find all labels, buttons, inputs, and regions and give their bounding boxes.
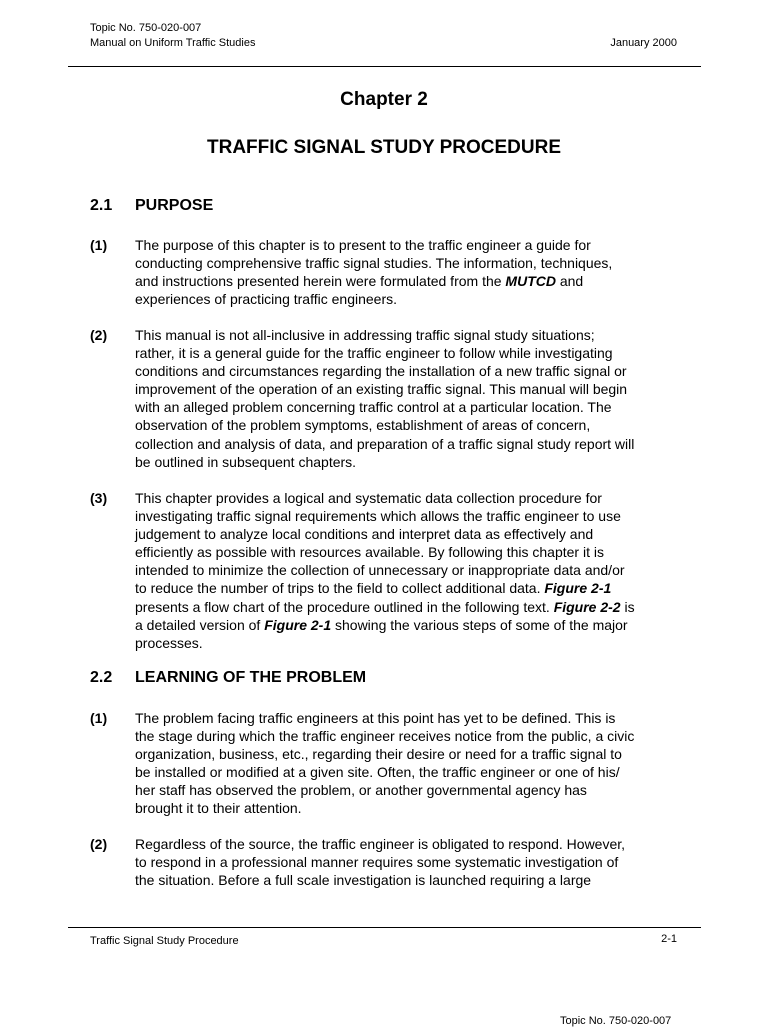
paragraph-number: (2) (90, 836, 108, 852)
chapter-title: TRAFFIC SIGNAL STUDY PROCEDURE (207, 137, 561, 158)
paragraph-number: (2) (90, 327, 108, 343)
section-number: 2.2 (90, 669, 113, 686)
text-line: experiences of practicing traffic engineers. (135, 291, 397, 308)
figure-reference: Figure 2-2 (553, 598, 621, 615)
text-line: her staff has observed the problem, or another governmental agency has (135, 782, 587, 799)
paragraph-text (135, 835, 680, 889)
text-run: is (620, 598, 635, 615)
paragraph-number: (1) (90, 237, 108, 253)
text-line: The purpose of this chapter is to present to the traffic engineer a guide for (135, 237, 591, 253)
header-rule (68, 66, 701, 67)
text-run: showing the various steps of some of the major (331, 616, 628, 633)
text-line: observation of the problem symptoms, establishment of areas of concern, (135, 417, 591, 434)
text-line: the stage during which the traffic engineer receives notice from the public, a civic (135, 728, 635, 745)
paragraph-text (135, 489, 680, 652)
text-run: and instructions presented herein were formulated from the (135, 273, 506, 290)
text-line: brought it to their attention. (135, 800, 302, 817)
text-run: to reduce the number of trips to the field to collect additional data. (135, 580, 545, 597)
text-line: Regardless of the source, the traffic engineer is obligated to respond. However, (135, 836, 626, 852)
text-line: This manual is not all-inclusive in addressing traffic signal study situations; (135, 327, 595, 343)
figure-reference: Figure 2-1 (544, 580, 612, 597)
text-line: with an alleged problem concerning traffic control at a particular location. The (135, 399, 612, 416)
text-line: be outlined in subsequent chapters. (135, 453, 357, 470)
text-run: a detailed version of (135, 616, 265, 633)
paragraph-text (135, 326, 680, 471)
text-line: the situation. Before a full scale investigation is launched requiring a large (135, 872, 592, 889)
mutcd-reference: MUTCD (505, 273, 556, 290)
text-line (135, 579, 680, 597)
text-line: processes. (135, 634, 203, 651)
text-line: organization, business, etc., regarding their desire or need for a traffic signal to (135, 746, 622, 763)
text-line: conditions and circumstances regarding the installation of a new traffic signal or (135, 363, 627, 380)
section-title: LEARNING OF THE PROBLEM (135, 669, 367, 686)
text-line: conducting comprehensive traffic signal studies. The information, techniques, (135, 255, 613, 272)
paragraph-text (135, 709, 680, 818)
topic-number: Topic No. 750-020-007 (90, 22, 202, 34)
section-title: PURPOSE (135, 197, 214, 214)
paragraph-number: (1) (90, 710, 108, 726)
text-line: collection and analysis of data, and preparation of a traffic signal study report will (135, 435, 635, 452)
text-line: improvement of the operation of an existing traffic signal. This manual will begin (135, 381, 628, 398)
manual-title: Manual on Uniform Traffic Studies (90, 37, 256, 49)
paragraph-number: (3) (90, 490, 108, 506)
text-line (135, 598, 680, 616)
page-number: 2-1 (661, 933, 677, 945)
text-line: investigating traffic signal requirements which allows the traffic engineer to use (135, 508, 621, 525)
text-line: This chapter provides a logical and systematic data collection procedure for (135, 490, 602, 506)
text-line: intended to minimize the collection of unnecessary or inappropriate data and/or (135, 562, 625, 579)
text-line: rather, it is a general guide for the traffic engineer to follow while investigating (135, 345, 613, 362)
section-number: 2.1 (90, 197, 113, 214)
text-run: presents a flow chart of the procedure outlined in the following text. (135, 598, 554, 615)
page-header (90, 21, 255, 51)
text-line: efficiently as possible with resources available. By following this chapter it is (135, 544, 604, 561)
footer-title: Traffic Signal Study Procedure (90, 935, 239, 947)
chapter-heading: Chapter 2 (340, 89, 428, 110)
text-line: to respond in a professional manner requires some systematic investigation of (135, 854, 619, 871)
text-line: be installed or modified at a given site. Often, the traffic engineer or one of his/ (135, 764, 620, 781)
header-date: January 2000 (610, 37, 677, 49)
next-page-header: Topic No. 750-020-007 (560, 1015, 672, 1027)
text-run: and (555, 273, 584, 290)
text-line: judgement to analyze local conditions and interpret data as effectively and (135, 526, 594, 543)
text-line: The problem facing traffic engineers at this point has yet to be defined. This is (135, 710, 616, 726)
paragraph-text (135, 236, 680, 308)
footer-rule (68, 927, 701, 928)
text-line (135, 272, 680, 290)
text-line (135, 616, 680, 634)
figure-reference: Figure 2-1 (264, 616, 332, 633)
